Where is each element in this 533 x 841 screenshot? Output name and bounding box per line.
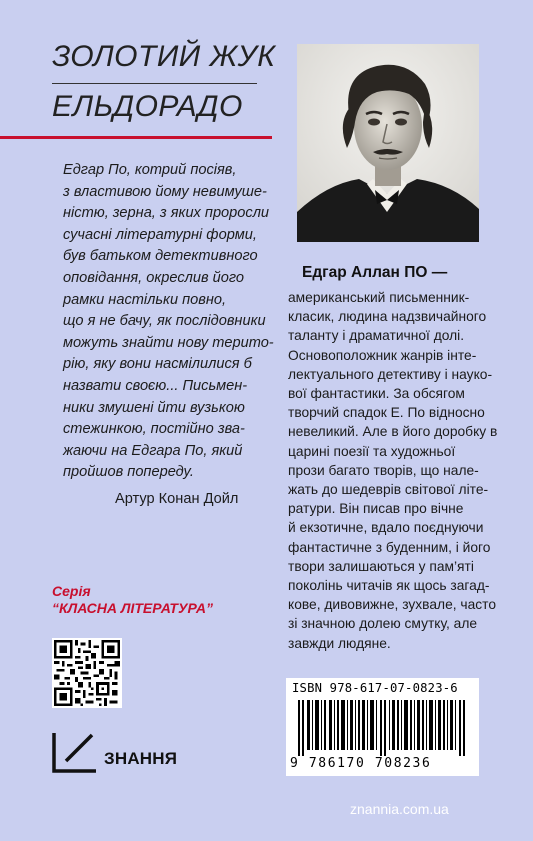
bio-line: завжди людяне. bbox=[288, 635, 391, 651]
author-portrait bbox=[297, 44, 479, 242]
publisher-logo bbox=[52, 727, 104, 773]
bio-line: поколінь читачів як щось загад- bbox=[288, 578, 490, 594]
publisher-logo-icon bbox=[52, 727, 104, 773]
bio-line: прози багато творів, що нале- bbox=[288, 462, 479, 478]
bio-line: лектуального детективу і науко- bbox=[288, 366, 493, 382]
portrait-image bbox=[297, 44, 479, 242]
qr-code[interactable] bbox=[52, 638, 122, 708]
quote-line: рію, яку вони насмілилися б bbox=[63, 356, 252, 373]
quote-line: був батьком детективного bbox=[63, 248, 258, 265]
quote-author: Артур Конан Дойл bbox=[115, 491, 239, 507]
qr-code-icon bbox=[54, 640, 120, 706]
bio-line: зі значною долею смутку, але bbox=[288, 616, 478, 632]
quote-line: рамки настільки повно, bbox=[63, 291, 227, 308]
quote-block bbox=[63, 160, 274, 484]
isbn-digits: 9 786170 708236 bbox=[290, 756, 432, 771]
bio-line: ратури. Він писав про вічне bbox=[288, 501, 464, 517]
quote-line: оповідання, окреслив його bbox=[63, 269, 245, 286]
barcode-icon bbox=[298, 700, 468, 756]
quote-line: жаючи на Едгара По, який bbox=[63, 442, 243, 459]
bio-line: царині поезії та художньої bbox=[288, 443, 456, 459]
quote-line: ністю, зерна, з яких проросли bbox=[63, 205, 270, 222]
quote-line: пройшов попереду. bbox=[63, 464, 194, 481]
quote-line: сучасні літературні форми, bbox=[63, 226, 257, 243]
bio-line: творчий спадок Е. По відносно bbox=[288, 405, 485, 421]
bio-line: американський письменник- bbox=[288, 290, 470, 305]
publisher-website[interactable]: znannia.com.ua bbox=[350, 801, 449, 817]
title-divider bbox=[52, 83, 257, 84]
quote-line: можуть знайти нову терито- bbox=[63, 334, 274, 351]
book-title-line-1: ЗОЛОТИЙ ЖУК bbox=[52, 40, 276, 73]
isbn-label: ISBN 978-617-07-0823-6 bbox=[292, 681, 458, 695]
quote-line: стежинкою, постійно зва- bbox=[63, 421, 245, 438]
publisher-name: ЗНАННЯ bbox=[104, 749, 178, 768]
quote-line: ники змушені йти вузькою bbox=[63, 399, 245, 416]
quote-line: Едгар По, котрий посіяв, bbox=[63, 162, 237, 178]
bio-line: фантастичне з буденним, і його bbox=[288, 539, 491, 555]
quote-line: з властивою йому невимуше- bbox=[63, 183, 267, 200]
bio-line: жать до шедеврів світової літе- bbox=[288, 482, 489, 498]
bio-line: кове, дивовижне, зухвале, часто bbox=[288, 597, 497, 613]
series-name: “КЛАСНА ЛІТЕРАТУРА” bbox=[52, 600, 214, 616]
quote-line: назвати своєю... Письмен- bbox=[63, 377, 248, 394]
bio-line: вої фантастики. За обсягом bbox=[288, 386, 465, 402]
bio-line: й екзотичне, вдало поєднуючи bbox=[288, 520, 484, 536]
book-title-line-2: ЕЛЬДОРАДО bbox=[52, 90, 243, 123]
bio-line: невеликий. Але в його доробку в bbox=[288, 424, 498, 440]
bio-line: таланту і драматичної долі. bbox=[288, 328, 465, 344]
bio-line: класик, людина надзвичайного bbox=[288, 309, 487, 325]
author-bio bbox=[288, 288, 498, 653]
bio-line: Основоположник жанрів інте- bbox=[288, 347, 477, 363]
series-label: Серія bbox=[52, 583, 91, 599]
author-name-heading: Едгар Аллан ПО — bbox=[302, 264, 448, 281]
red-divider bbox=[0, 136, 272, 139]
quote-line: що я не бачу, як послідовники bbox=[63, 313, 266, 330]
barcode-panel bbox=[286, 678, 479, 776]
bio-line: твори залишаються у пам’яті bbox=[288, 558, 474, 574]
